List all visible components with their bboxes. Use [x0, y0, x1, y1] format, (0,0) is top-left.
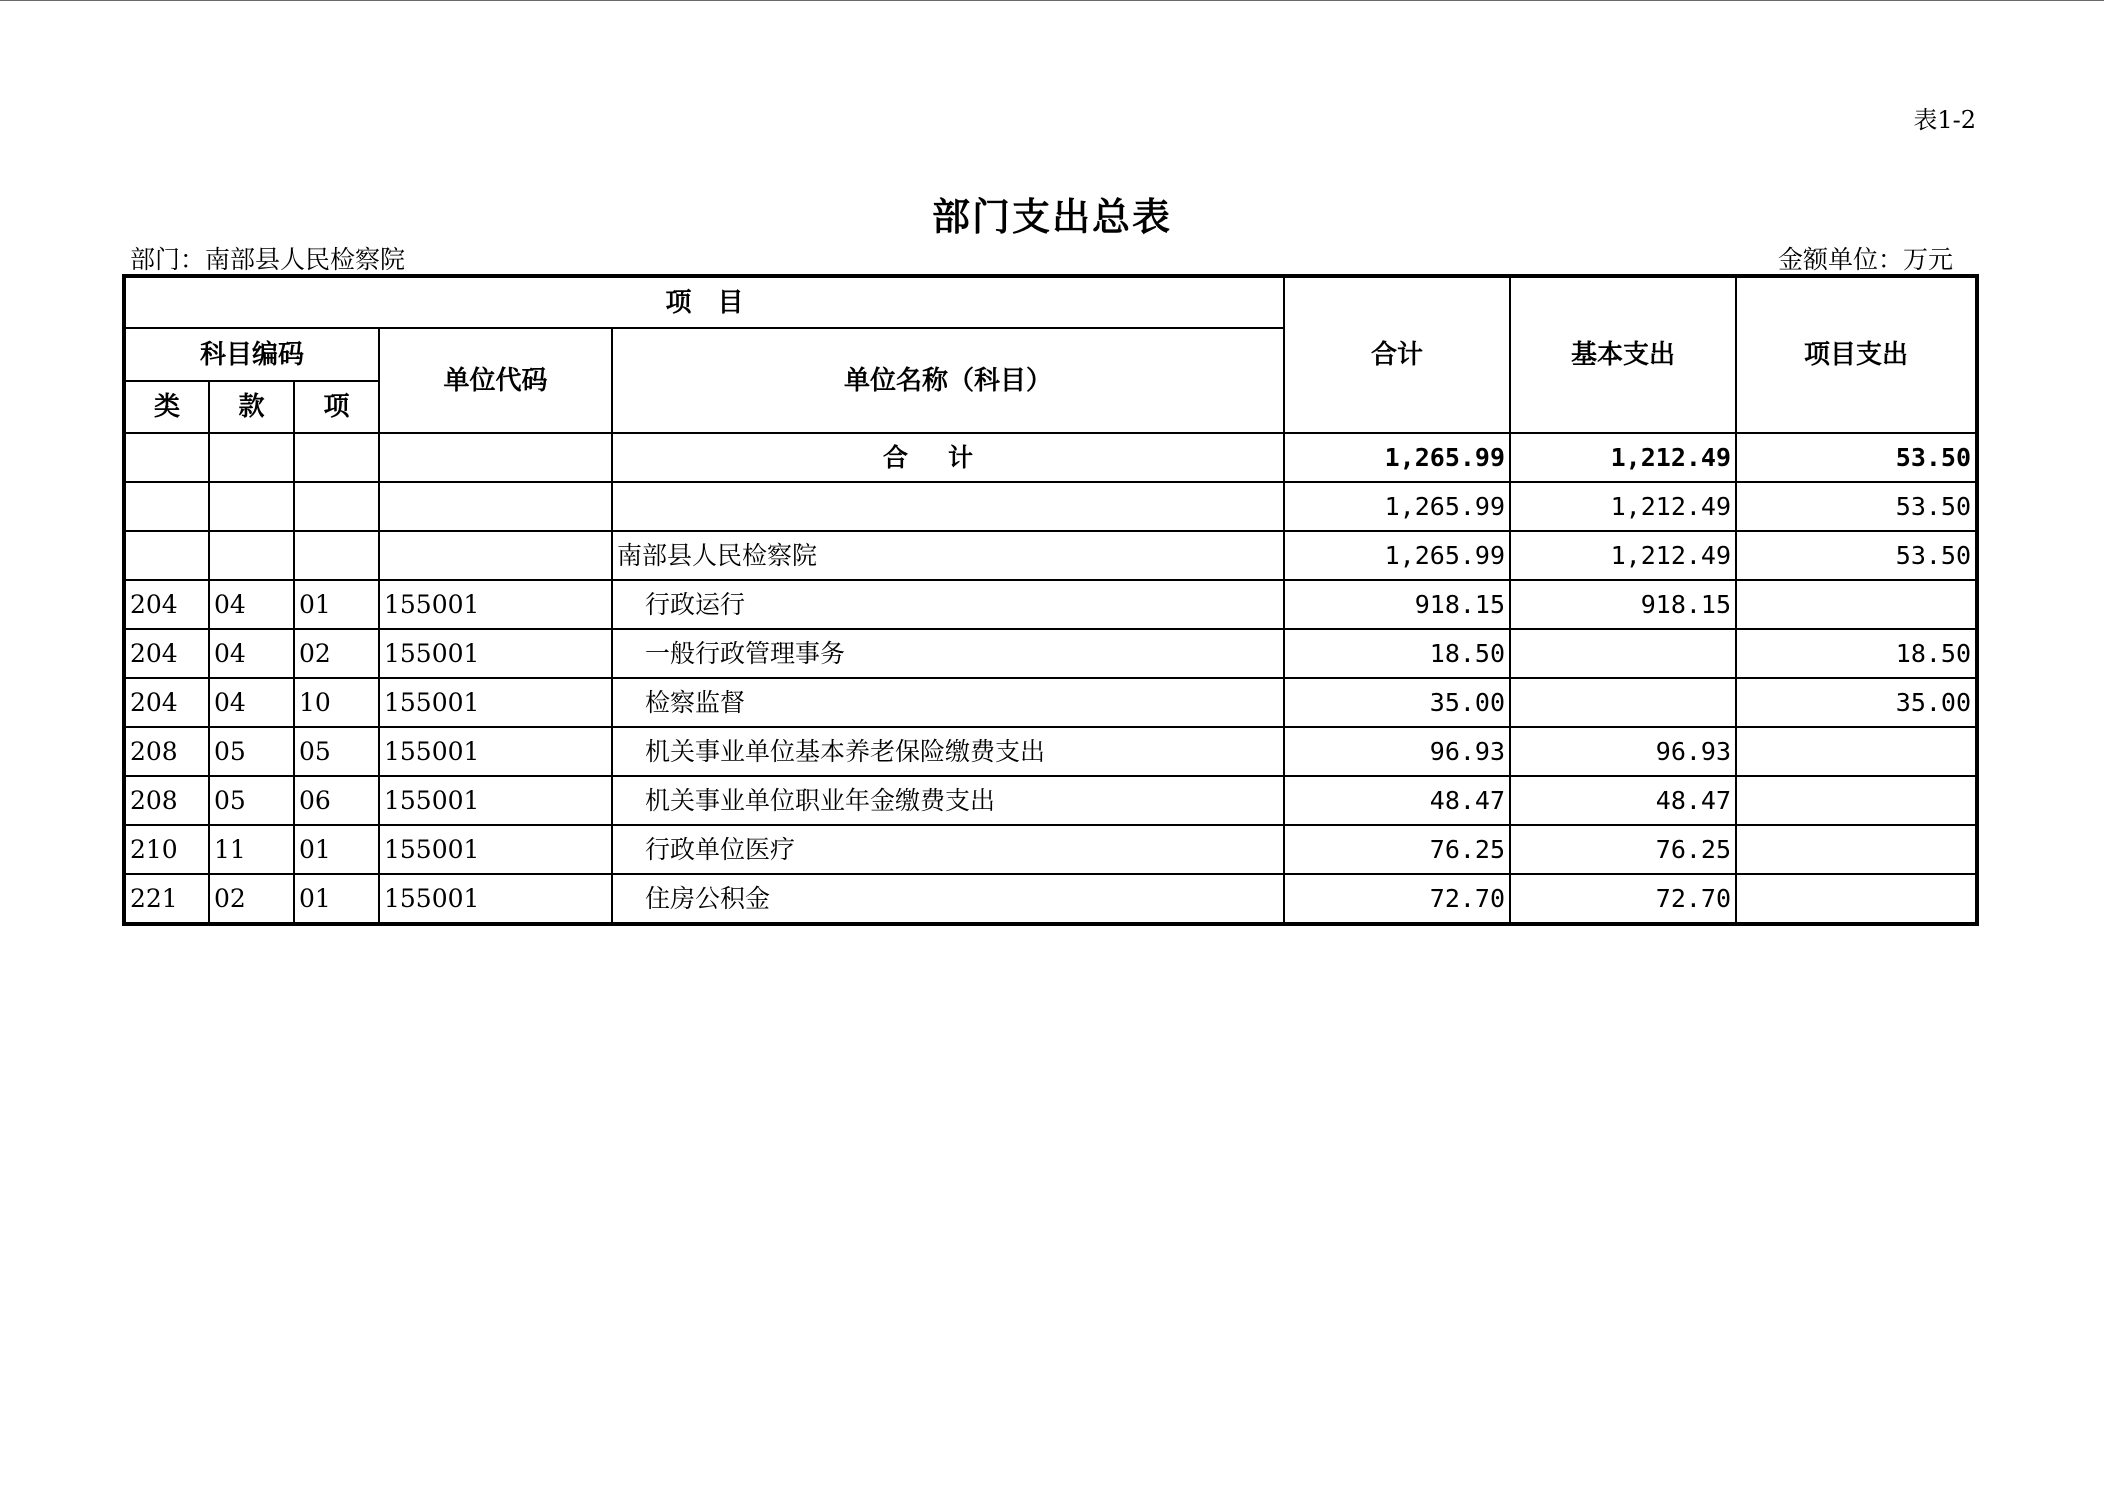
cell-total: 35.00: [1284, 678, 1510, 727]
cell-unit-code: [379, 482, 612, 531]
table-row: [124, 825, 1977, 874]
header-basic: 基本支出: [1510, 276, 1736, 433]
cell-lei: 204: [124, 580, 209, 629]
cell-xiang: 01: [294, 580, 379, 629]
cell-basic: [1510, 629, 1736, 678]
table-row: [124, 874, 1977, 924]
header-kuan: 款: [209, 381, 294, 433]
cell-lei: 210: [124, 825, 209, 874]
cell-xiang: 05: [294, 727, 379, 776]
cell-lei: 204: [124, 629, 209, 678]
cell-unit-name: 机关事业单位基本养老保险缴费支出: [612, 727, 1284, 776]
cell-total: 1,265.99: [1284, 482, 1510, 531]
cell-basic: 918.15: [1510, 580, 1736, 629]
cell-total: 76.25: [1284, 825, 1510, 874]
header-unit-code: 单位代码: [379, 328, 612, 433]
cell-unit-code: [379, 531, 612, 580]
cell-unit-name: [612, 482, 1284, 531]
cell-kuan: 02: [209, 874, 294, 924]
cell-lei: 204: [124, 678, 209, 727]
cell-total: 18.50: [1284, 629, 1510, 678]
table-row: [124, 531, 1977, 580]
total-basic: 1,212.49: [1510, 433, 1736, 482]
cell-xiang: 01: [294, 825, 379, 874]
cell-unit-code: [379, 433, 612, 482]
cell-unit-name: 住房公积金: [612, 874, 1284, 924]
cell-basic: 76.25: [1510, 825, 1736, 874]
top-border-line: [0, 0, 2104, 1]
cell-kuan: [209, 531, 294, 580]
expenditure-table: [122, 274, 1979, 926]
cell-total: 48.47: [1284, 776, 1510, 825]
cell-lei: [124, 482, 209, 531]
cell-unit-name: 检察监督: [612, 678, 1284, 727]
cell-lei: [124, 433, 209, 482]
cell-unit-code: 155001: [379, 776, 612, 825]
header-unit-name: 单位名称（科目）: [612, 328, 1284, 433]
page-title: 部门支出总表: [931, 195, 1172, 239]
table-number: 表1-2: [1913, 106, 1976, 134]
cell-xiang: 02: [294, 629, 379, 678]
cell-lei: [124, 531, 209, 580]
cell-kuan: 04: [209, 678, 294, 727]
cell-xiang: [294, 531, 379, 580]
cell-project: [1736, 874, 1977, 924]
header-project-expenditure: 项目支出: [1736, 276, 1977, 433]
cell-basic: 1,212.49: [1510, 482, 1736, 531]
table-row: [124, 482, 1977, 531]
meta-row: [130, 240, 1953, 272]
cell-total: 96.93: [1284, 727, 1510, 776]
cell-unit-code: 155001: [379, 629, 612, 678]
header-xiang: 项: [294, 381, 379, 433]
cell-unit-code: 155001: [379, 580, 612, 629]
cell-xiang: 06: [294, 776, 379, 825]
cell-unit-name: 行政单位医疗: [612, 825, 1284, 874]
table-row: [124, 678, 1977, 727]
total-label: 合计: [612, 433, 1284, 482]
total-row: [124, 433, 1977, 482]
cell-unit-name: 南部县人民检察院: [612, 531, 1284, 580]
table-row: [124, 580, 1977, 629]
header-total: 合计: [1284, 276, 1510, 433]
cell-lei: 221: [124, 874, 209, 924]
cell-unit-code: 155001: [379, 678, 612, 727]
cell-project: [1736, 776, 1977, 825]
cell-total: 1,265.99: [1284, 531, 1510, 580]
cell-total: 918.15: [1284, 580, 1510, 629]
table-row: [124, 727, 1977, 776]
cell-project: 53.50: [1736, 482, 1977, 531]
cell-project: 35.00: [1736, 678, 1977, 727]
cell-basic: [1510, 678, 1736, 727]
cell-project: [1736, 580, 1977, 629]
cell-kuan: 05: [209, 776, 294, 825]
cell-basic: 96.93: [1510, 727, 1736, 776]
cell-lei: 208: [124, 727, 209, 776]
cell-basic: 1,212.49: [1510, 531, 1736, 580]
header-lei: 类: [124, 381, 209, 433]
cell-xiang: 01: [294, 874, 379, 924]
cell-basic: 72.70: [1510, 874, 1736, 924]
table-row: [124, 629, 1977, 678]
cell-unit-code: 155001: [379, 825, 612, 874]
cell-kuan: [209, 482, 294, 531]
cell-project: 18.50: [1736, 629, 1977, 678]
cell-unit-name: 机关事业单位职业年金缴费支出: [612, 776, 1284, 825]
cell-unit-name: 行政运行: [612, 580, 1284, 629]
total-project: 53.50: [1736, 433, 1977, 482]
cell-unit-code: 155001: [379, 727, 612, 776]
cell-kuan: 05: [209, 727, 294, 776]
cell-kuan: 11: [209, 825, 294, 874]
table-row: [124, 776, 1977, 825]
cell-unit-code: 155001: [379, 874, 612, 924]
cell-kuan: [209, 433, 294, 482]
cell-project: 53.50: [1736, 531, 1977, 580]
cell-xiang: [294, 433, 379, 482]
total-amount: 1,265.99: [1284, 433, 1510, 482]
currency-unit-label: 金额单位：万元: [1777, 245, 1953, 274]
cell-xiang: [294, 482, 379, 531]
cell-basic: 48.47: [1510, 776, 1736, 825]
cell-project: [1736, 727, 1977, 776]
cell-total: 72.70: [1284, 874, 1510, 924]
cell-project: [1736, 825, 1977, 874]
cell-xiang: 10: [294, 678, 379, 727]
cell-kuan: 04: [209, 580, 294, 629]
header-subject-code: 科目编码: [124, 328, 379, 381]
cell-lei: 208: [124, 776, 209, 825]
department-label: 部门：南部县人民检察院: [130, 245, 406, 274]
cell-unit-name: 一般行政管理事务: [612, 629, 1284, 678]
cell-kuan: 04: [209, 629, 294, 678]
header-project: 项 目: [124, 276, 1284, 328]
